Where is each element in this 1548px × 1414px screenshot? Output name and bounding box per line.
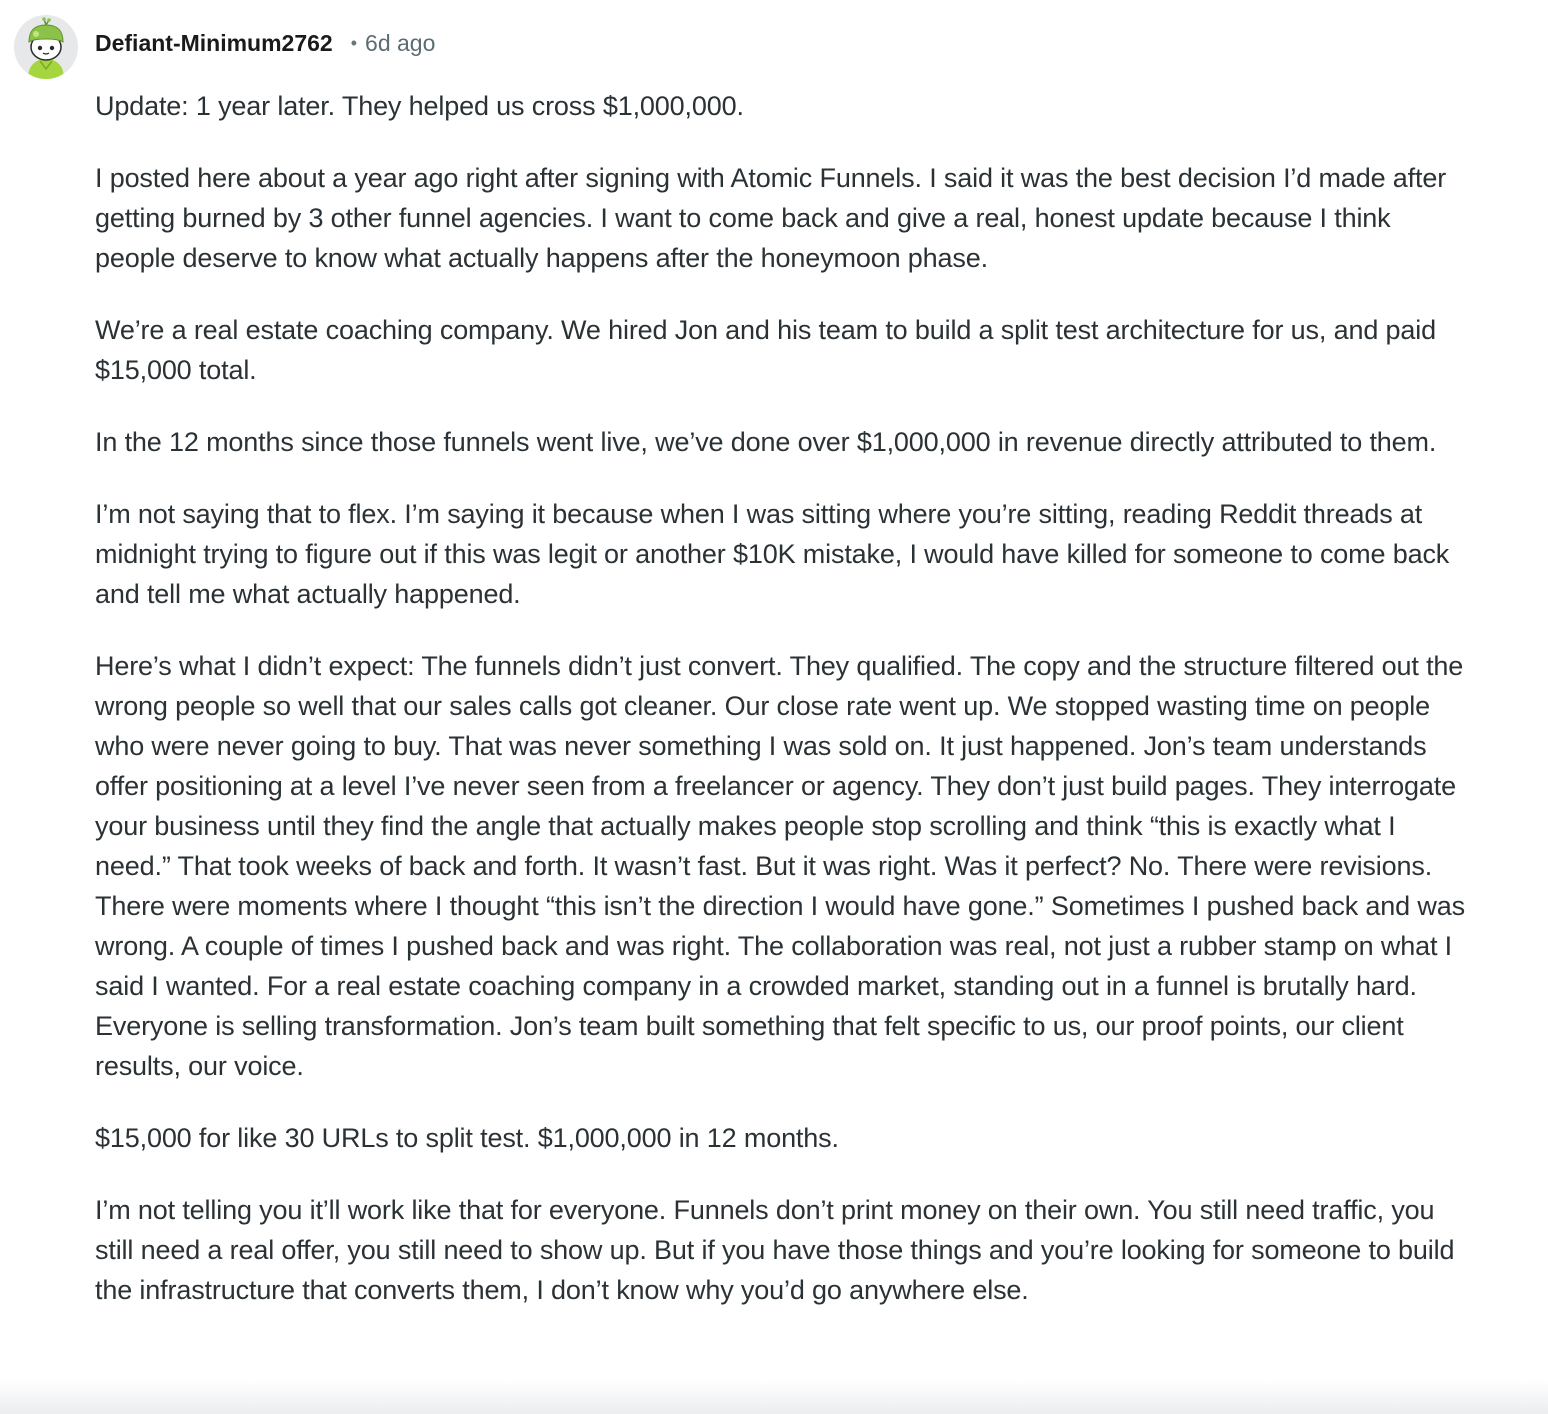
comment-paragraph: $15,000 for like 30 URLs to split test. $1,000,000 in 12 months.	[95, 1123, 839, 1153]
username-link[interactable]: Defiant-Minimum2762	[95, 29, 333, 56]
comment-meta	[95, 27, 435, 59]
comment-paragraph: I’m not saying that to flex. I’m saying it because when I was sitting where you’re sitting, reading Reddit threads at midnight trying to figure out if this was legit or another $10K mistake, I would have killed for someone to come back and tell me what actually happened.	[95, 499, 1450, 609]
snoo-avatar-green-hat-icon	[14, 15, 78, 79]
comment-paragraph: We’re a real estate coaching company. We hired Jon and his team to build a split test architecture for us, and paid $15,000 total.	[95, 315, 1436, 385]
meta-separator: •	[350, 32, 358, 53]
comment-body	[95, 86, 1470, 1342]
comment-paragraph: Update: 1 year later. They helped us cross $1,000,000.	[95, 91, 744, 121]
comment-paragraph: I’m not telling you it’ll work like that for everyone. Funnels don’t print money on their own. You still need traffic, you still need a real offer, you still need to show up. But if you have those things and you’re looking for someone to build the infrastructure that converts them, I don’t know why you’d go anywhere else.	[95, 1195, 1455, 1305]
timestamp-link[interactable]: 6d ago	[365, 29, 436, 56]
bottom-fade	[0, 1380, 1548, 1414]
comment-paragraph: I posted here about a year ago right after signing with Atomic Funnels. I said it was the best decision I’d made after getting burned by 3 other funnel agencies. I want to come back and give a real, honest update because I think people deserve to know what actually happens after the honeymoon phase.	[95, 163, 1447, 273]
comment-paragraph: Here’s what I didn’t expect: The funnels didn’t just convert. They qualified. The copy and the structure filtered out the wrong people so well that our sales calls got cleaner. Our close rate went up. We stopped wasting time on people who were never going to buy. That was never something I was sold on. It just happened. Jon’s team understands offer positioning at a level I’ve never seen from a freelancer or agency. They don’t just build pages. They interrogate your business until they find the angle that actually makes people stop scrolling and think “this is exactly what I need.” That took weeks of back and forth. It wasn’t fast. But it was right. Was it perfect? No. There were revisions. There were moments where I thought “this isn’t the direction I would have gone.” Sometimes I pushed back and was wrong. A couple of times I pushed back and was right. The collaboration was real, not just a rubber stamp on what I said I wanted. For a real estate coaching company in a crowded market, standing out in a funnel is brutally hard. Everyone is selling transformation. Jon’s team built something that felt specific to us, our proof points, our client results, our voice.	[95, 651, 1465, 1081]
avatar[interactable]	[14, 15, 78, 79]
comment-paragraph: In the 12 months since those funnels went live, we’ve done over $1,000,000 in revenue directly attributed to them.	[95, 427, 1437, 457]
